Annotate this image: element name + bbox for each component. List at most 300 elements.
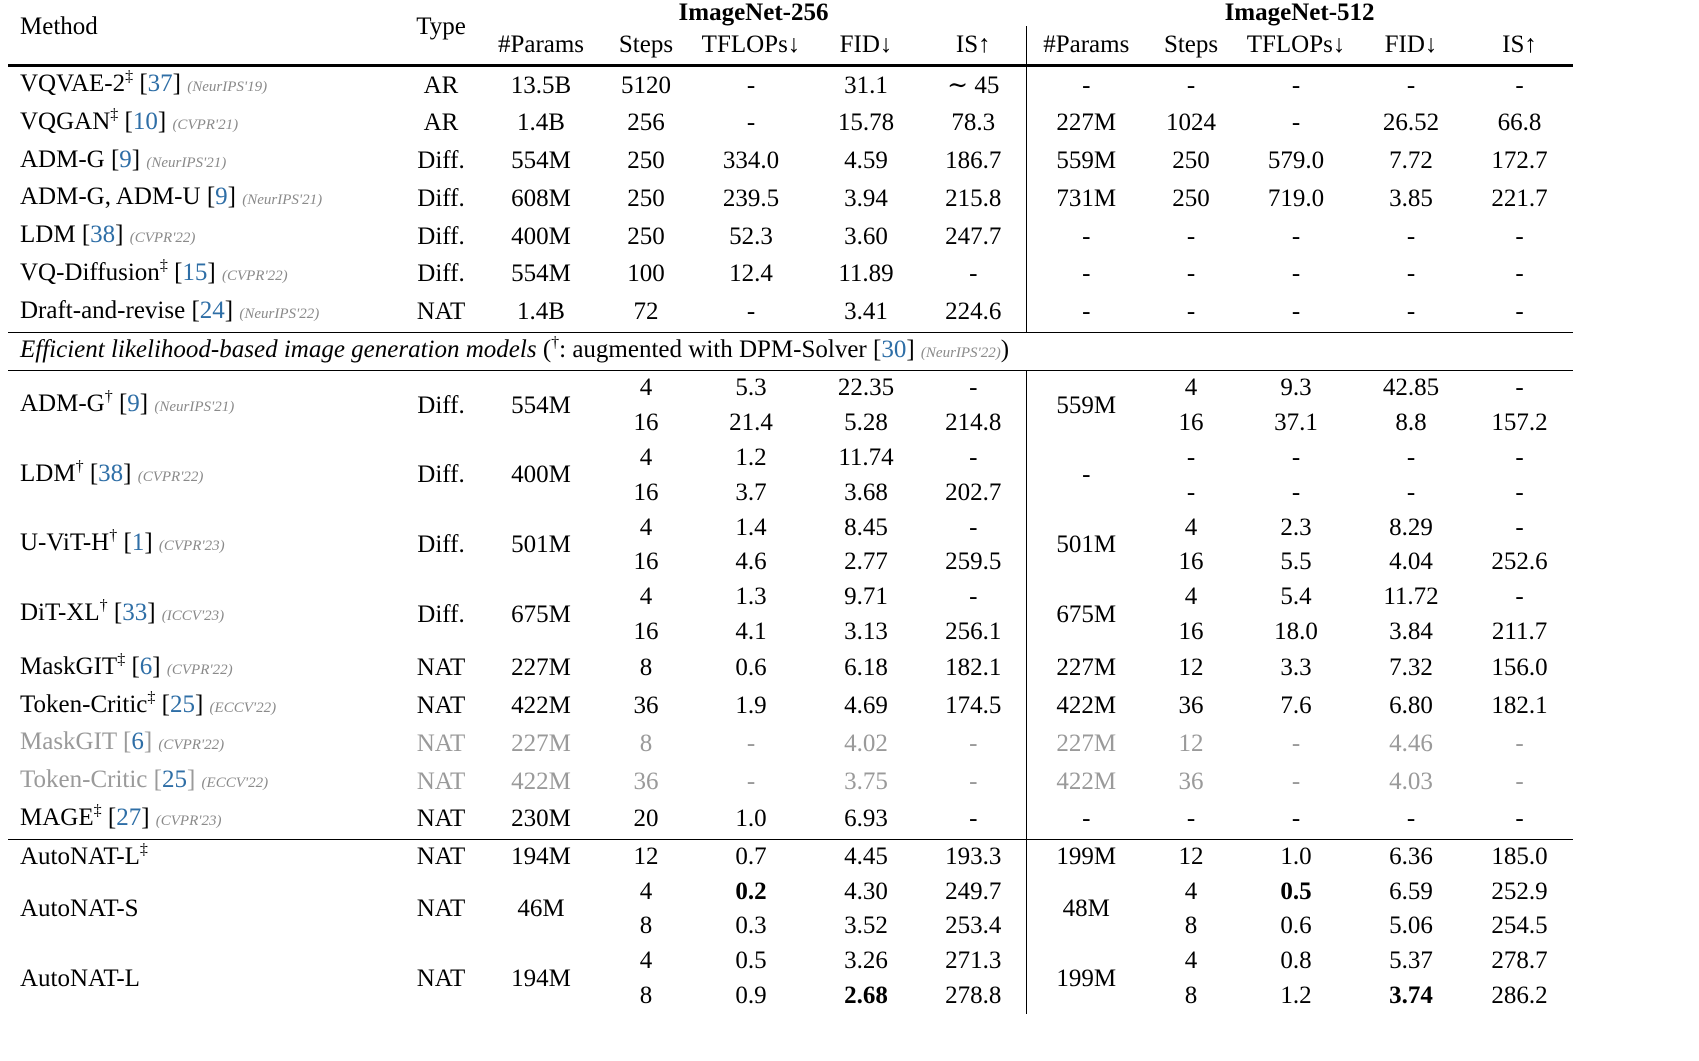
params-256-cell: 1.4B [481, 294, 601, 332]
is-256-cell: - [969, 729, 978, 757]
venue-label: (ECCV'22) [209, 699, 277, 716]
method-cell: MaskGIT [6] (CVPR'22) [20, 728, 225, 756]
fid-512-cell: 4.04 [1389, 548, 1433, 576]
method-name: LDM [20, 459, 76, 487]
method-cell [8, 875, 401, 945]
params-512-cell: 48M [1026, 875, 1146, 945]
params-256-cell: 227M [511, 729, 571, 757]
is-512-cell: 172.7 [1491, 147, 1548, 175]
params-256-cell: 194M [511, 964, 571, 992]
citation-link[interactable]: 38 [90, 221, 116, 249]
dagger-mark: † [551, 333, 560, 351]
citation-link[interactable]: 25 [161, 766, 187, 794]
fid-256-cell: 4.45 [844, 842, 888, 870]
fid-256-cell: 3.94 [844, 184, 888, 212]
caption-italic: Efficient likelihood-based image generation models [20, 335, 537, 363]
method-cell: DiT-XL† [33] (ICCV'23) [20, 597, 225, 627]
steps-512-cell: 8 [1184, 981, 1198, 1009]
params-512-cell: 227M [1026, 650, 1146, 688]
venue-label: (CVPR'21) [172, 116, 239, 133]
is-512-cell: 182.1 [1491, 692, 1548, 720]
fid-256-cell: 4.69 [844, 692, 888, 720]
tflops-512-cell: 719.0 [1267, 184, 1325, 212]
method-name: VQ-Diffusion [20, 258, 160, 286]
venue-label: (CVPR'22) [137, 468, 204, 485]
venue-label: (ICCV'23) [161, 608, 225, 625]
steps-256-cell: 4 [639, 443, 653, 471]
tflops-512-cell: 37.1 [1274, 409, 1318, 437]
table-row [8, 839, 1573, 874]
tflops-512-cell: 7.6 [1280, 692, 1312, 720]
is-512-cell: - [1515, 478, 1524, 506]
steps-512-cell: 36 [1178, 692, 1204, 720]
type-cell: Diff. [417, 184, 465, 212]
fid-256-cell: 15.78 [837, 109, 895, 137]
citation-link[interactable]: 15 [182, 258, 208, 286]
fid-512-cell: - [1406, 260, 1416, 288]
method-mark: ‡ [110, 105, 119, 123]
fid-256-cell: 5.28 [844, 409, 888, 437]
is-512-cell: - [1515, 374, 1524, 402]
method-cell [8, 944, 401, 1014]
method-mark: ‡ [159, 256, 168, 274]
steps-512-cell: - [1186, 478, 1196, 506]
type-cell: NAT [416, 767, 466, 795]
is-512-cell: 254.5 [1491, 912, 1548, 940]
type-cell: Diff. [417, 530, 465, 558]
is-512-cell: - [1515, 513, 1524, 541]
steps-256-cell: 16 [633, 409, 659, 437]
method-cell: LDM [38] (CVPR'22) [20, 221, 196, 249]
tflops-512-cell: - [1291, 478, 1301, 506]
header-imagenet-512: ImageNet-512 [1224, 0, 1375, 26]
method-cell: ADM-G [9] (NeurIPS'21) [20, 145, 227, 173]
fid-256-cell: 9.71 [844, 583, 888, 611]
header-tflops-256: TFLOPs↓ [691, 26, 811, 66]
steps-512-cell: 16 [1178, 617, 1204, 645]
citation-link[interactable]: 6 [131, 728, 144, 756]
is-512-cell: - [1515, 583, 1524, 611]
is-256-cell: - [921, 801, 1026, 839]
results-table [8, 0, 1573, 1014]
tflops-256-cell: 1.2 [735, 443, 767, 471]
fid-512-cell: - [1356, 294, 1466, 332]
venue-label: (NeurIPS'21) [146, 154, 227, 171]
fid-256-cell: 3.26 [844, 947, 888, 975]
tflops-512-cell: - [1291, 767, 1301, 795]
params-512-cell: - [1026, 66, 1146, 105]
steps-256-cell: 8 [639, 981, 653, 1009]
steps-256-cell: 250 [627, 184, 665, 212]
params-256-cell: 501M [511, 530, 571, 558]
header-row-groups [8, 0, 1573, 26]
is-256-cell: 249.7 [945, 877, 1002, 905]
params-256-cell: 400M [511, 222, 571, 250]
steps-512-cell: - [1146, 801, 1236, 839]
params-256-cell: 422M [511, 692, 571, 720]
venue-label: (CVPR'22) [158, 737, 225, 754]
tflops-512-cell: - [1291, 260, 1301, 288]
params-512-cell: 675M [1026, 580, 1146, 650]
tflops-256-cell: - [746, 767, 756, 795]
steps-512-cell: 8 [1184, 912, 1198, 940]
steps-512-cell: 250 [1172, 147, 1210, 175]
steps-256-cell: 8 [639, 654, 653, 682]
method-cell: ADM-G, ADM-U [9] (NeurIPS'21) [20, 183, 323, 211]
tflops-256-cell: 239.5 [722, 184, 780, 212]
is-256-cell: - [969, 443, 978, 471]
is-256-cell: 247.7 [945, 222, 1002, 250]
citation-link[interactable]: 37 [147, 70, 173, 97]
steps-512-cell: 4 [1184, 877, 1198, 905]
type-cell: NAT [416, 894, 466, 922]
steps-256-cell: 100 [627, 260, 665, 288]
params-256-cell: 608M [511, 184, 571, 212]
citation-link[interactable]: 33 [122, 599, 148, 627]
method-name: ADM-G, ADM-U [20, 183, 201, 211]
method-cell [8, 839, 401, 874]
fid-256-cell: 3.52 [844, 912, 888, 940]
tflops-256-cell: 52.3 [729, 222, 773, 250]
is-256-cell: - [969, 374, 978, 402]
steps-512-cell: 4 [1184, 583, 1198, 611]
tflops-512-cell: - [1236, 801, 1356, 839]
steps-256-cell: 12 [633, 842, 659, 870]
citation-link[interactable]: 10 [132, 107, 158, 135]
type-cell: AR [423, 71, 459, 99]
type-cell: Diff. [417, 391, 465, 419]
header-type: Type [401, 0, 481, 66]
tflops-256-cell: 0.2 [735, 877, 767, 905]
is-512-cell: 211.7 [1491, 617, 1548, 645]
method-name: MaskGIT [20, 728, 117, 756]
method-name: AutoNAT-L [20, 964, 140, 992]
steps-256-cell: 4 [639, 583, 653, 611]
params-512-cell: 422M [1026, 763, 1146, 801]
params-256-cell: 422M [511, 767, 571, 795]
fid-256-cell: 31.1 [844, 71, 888, 99]
steps-256-cell: 36 [633, 692, 659, 720]
is-512-cell: - [1515, 443, 1524, 471]
tflops-256-cell: 0.9 [735, 981, 767, 1009]
tflops-512-cell: 0.8 [1280, 947, 1312, 975]
header-fid-512: FID↓ [1356, 26, 1466, 66]
fid-512-cell: - [1406, 71, 1416, 99]
tflops-256-cell: - [691, 294, 811, 332]
type-cell: NAT [416, 692, 466, 720]
tflops-512-cell: - [1291, 222, 1301, 250]
steps-256-cell: 4 [639, 513, 653, 541]
method-cell: LDM† [38] (CVPR'22) [20, 457, 204, 487]
header-fid-256: FID↓ [811, 26, 921, 66]
fid-256-cell: 11.74 [838, 443, 894, 471]
fid-512-cell: 3.85 [1389, 184, 1433, 212]
tflops-256-cell: 1.0 [691, 801, 811, 839]
tflops-512-cell: 5.5 [1280, 548, 1312, 576]
method-mark: ‡ [147, 688, 156, 706]
is-512-cell: - [1515, 222, 1524, 250]
is-256-cell: 78.3 [951, 109, 996, 137]
steps-512-cell: - [1186, 260, 1196, 288]
method-cell: U-ViT-H† [1] (CVPR'23) [20, 527, 225, 557]
method-name: AutoNAT-S [20, 894, 139, 922]
tflops-512-cell: 18.0 [1274, 617, 1318, 645]
fid-512-cell: 11.72 [1383, 583, 1439, 611]
header-is-512: IS↑ [1466, 26, 1573, 66]
fid-512-cell: 5.06 [1389, 912, 1433, 940]
tflops-256-cell: 0.7 [735, 842, 767, 870]
tflops-512-cell: - [1291, 71, 1301, 99]
venue-label: (CVPR'22) [221, 267, 288, 284]
steps-512-cell: 36 [1178, 767, 1204, 795]
section-caption-row [8, 332, 1573, 371]
venue-label: (CVPR'22) [129, 230, 196, 247]
fid-512-cell: 4.46 [1389, 729, 1433, 757]
fid-512-cell: 4.03 [1389, 767, 1433, 795]
citation-link[interactable]: 24 [199, 296, 225, 324]
method-name: VQGAN [20, 107, 111, 135]
caption-close: ) [1000, 335, 1010, 363]
steps-512-cell: 12 [1178, 842, 1204, 870]
steps-256-cell: 4 [639, 947, 653, 975]
tflops-256-cell: 4.6 [735, 548, 767, 576]
venue-label: (NeurIPS'22) [920, 344, 1001, 361]
params-256-cell: 227M [511, 654, 571, 682]
type-cell: NAT [416, 842, 466, 870]
is-256-cell: 271.3 [945, 947, 1002, 975]
citation-link[interactable]: 30 [881, 335, 907, 363]
params-256-cell: 554M [511, 147, 571, 175]
method-mark: † [104, 388, 113, 406]
tflops-256-cell: - [746, 71, 756, 99]
fid-512-cell: 5.37 [1389, 947, 1433, 975]
method-mark: ‡ [93, 801, 102, 819]
params-256-cell: 194M [511, 842, 571, 870]
type-cell: NAT [416, 729, 466, 757]
type-cell: AR [423, 109, 459, 137]
type-cell: Diff. [417, 600, 465, 628]
table-row [8, 105, 1573, 143]
fid-256-cell: 2.77 [844, 548, 888, 576]
table-row [8, 180, 1573, 218]
is-512-cell: - [1515, 71, 1524, 99]
citation-link[interactable]: 1 [131, 529, 145, 557]
fid-512-cell: 6.80 [1389, 692, 1433, 720]
header-method: Method [8, 0, 401, 66]
fid-256-cell: 8.45 [844, 513, 888, 541]
is-512-cell: - [1515, 260, 1524, 288]
is-256-cell: 278.8 [945, 981, 1002, 1009]
tflops-512-cell: 5.4 [1280, 583, 1312, 611]
header-tflops-512: TFLOPs↓ [1236, 26, 1356, 66]
params-512-cell: 731M [1026, 180, 1146, 218]
method-name: MaskGIT [20, 652, 118, 680]
header-steps-256: Steps [601, 26, 691, 66]
tflops-256-cell: 0.5 [735, 947, 767, 975]
table-row [8, 294, 1573, 332]
fid-256-cell: 4.30 [844, 877, 888, 905]
method-mark: † [75, 457, 84, 475]
method-mark: ‡ [139, 840, 148, 858]
params-512-cell: 501M [1026, 511, 1146, 581]
steps-256-cell: 250 [627, 222, 665, 250]
method-name: MAGE [20, 803, 94, 831]
fid-256-cell: 3.75 [844, 767, 888, 795]
fid-512-cell: 26.52 [1382, 109, 1440, 137]
fid-512-cell: 3.84 [1389, 617, 1433, 645]
tflops-512-cell: 579.0 [1267, 147, 1325, 175]
tflops-256-cell: 21.4 [729, 409, 773, 437]
tflops-512-cell: - [1236, 294, 1356, 332]
fid-512-cell: - [1406, 443, 1416, 471]
tflops-512-cell: 0.6 [1280, 912, 1312, 940]
steps-256-cell: 16 [633, 478, 659, 506]
method-cell: VQGAN‡ [10] (CVPR'21) [20, 105, 239, 135]
fid-256-cell: 4.59 [844, 147, 888, 175]
fid-512-cell: 6.36 [1389, 842, 1433, 870]
params-512-cell: 559M [1026, 371, 1146, 441]
tflops-256-cell: 5.3 [735, 374, 767, 402]
method-cell: ADM-G† [9] (NeurIPS'21) [20, 388, 235, 418]
citation-link[interactable]: 38 [98, 459, 124, 487]
venue-label: (CVPR'23) [155, 812, 222, 829]
method-mark: † [109, 527, 118, 545]
tflops-512-cell: - [1291, 729, 1301, 757]
steps-256-cell: 250 [627, 147, 665, 175]
is-512-cell: 252.9 [1491, 877, 1548, 905]
method-mark: † [99, 597, 108, 615]
steps-512-cell: - [1186, 222, 1196, 250]
tflops-256-cell: 3.7 [735, 478, 767, 506]
citation-link[interactable]: 25 [169, 690, 195, 718]
is-512-cell: - [1515, 729, 1524, 757]
steps-512-cell: 16 [1178, 548, 1204, 576]
tflops-256-cell: 1.9 [735, 692, 767, 720]
tflops-512-cell: 1.0 [1280, 842, 1312, 870]
is-256-cell: 214.8 [945, 409, 1002, 437]
citation-link[interactable]: 27 [116, 803, 142, 831]
header-params-256: #Params [481, 26, 601, 66]
fid-512-cell: - [1406, 222, 1416, 250]
is-512-cell: - [1466, 294, 1573, 332]
type-cell: Diff. [417, 260, 465, 288]
params-256-cell: 13.5B [510, 71, 572, 99]
table-row [8, 580, 1573, 615]
is-256-cell: - [969, 767, 978, 795]
fid-512-cell: 8.8 [1395, 409, 1427, 437]
tflops-512-cell: - [1291, 443, 1301, 471]
citation-link[interactable]: 6 [139, 652, 153, 680]
is-256-cell: - [969, 260, 978, 288]
method-cell: MAGE‡ [27] (CVPR'23) [8, 801, 401, 839]
table-row [8, 218, 1573, 256]
params-256-cell: 1.4B [517, 109, 565, 137]
fid-256-cell: 22.35 [837, 374, 895, 402]
table-row [8, 944, 1573, 979]
type-cell: Diff. [417, 461, 465, 489]
venue-label: (CVPR'23) [158, 538, 225, 555]
citation-link[interactable]: 9 [127, 390, 140, 418]
is-256-cell: - [969, 583, 978, 611]
method-name: VQVAE-2 [20, 70, 126, 97]
steps-512-cell: - [1186, 71, 1196, 99]
header-steps-512: Steps [1146, 26, 1236, 66]
method-name: Token-Critic [20, 766, 148, 794]
table-row-grey [8, 763, 1573, 801]
is-512-cell: 185.0 [1491, 842, 1548, 870]
steps-512-cell: 4 [1184, 513, 1198, 541]
is-256-cell: 202.7 [945, 478, 1002, 506]
fid-256-cell: 3.41 [811, 294, 921, 332]
steps-256-cell: 36 [633, 767, 659, 795]
header-is-256: IS↑ [921, 26, 1026, 66]
params-256-cell: 554M [511, 260, 571, 288]
tflops-512-cell: 0.5 [1280, 877, 1312, 905]
params-256-cell: 400M [511, 461, 571, 489]
is-512-cell: 221.7 [1491, 184, 1548, 212]
steps-256-cell: 16 [633, 548, 659, 576]
fid-512-cell: 6.59 [1389, 877, 1433, 905]
steps-512-cell: 1024 [1166, 109, 1217, 137]
steps-256-cell: 4 [639, 374, 653, 402]
venue-label: (NeurIPS'21) [242, 192, 323, 209]
type-cell: Diff. [417, 147, 465, 175]
method-name: DiT-XL [20, 599, 100, 627]
params-256-cell: 554M [511, 391, 571, 419]
citation-link[interactable]: 9 [215, 183, 228, 211]
params-256-cell: 46M [517, 894, 565, 922]
tflops-256-cell: 0.6 [735, 654, 767, 682]
tflops-256-cell: 1.3 [735, 583, 767, 611]
tflops-256-cell: 1.4 [735, 513, 767, 541]
header-imagenet-256: ImageNet-256 [678, 0, 829, 26]
fid-512-cell: 7.32 [1389, 654, 1433, 682]
type-cell: NAT [416, 964, 466, 992]
is-256-cell: 256.1 [945, 617, 1002, 645]
type-cell: NAT [416, 654, 466, 682]
method-cell: VQ-Diffusion‡ [15] (CVPR'22) [20, 256, 288, 286]
is-512-cell: 157.2 [1491, 409, 1548, 437]
params-256-cell: 230M [481, 801, 601, 839]
params-512-cell: 227M [1026, 725, 1146, 763]
table-row [8, 801, 1573, 839]
table-row [8, 688, 1573, 726]
is-256-cell: 253.4 [945, 912, 1002, 940]
table-row-grey [8, 725, 1573, 763]
fid-512-cell: - [1356, 801, 1466, 839]
is-512-cell: - [1515, 767, 1524, 795]
is-256-cell: ∼ 45 [947, 71, 1000, 99]
caption-open: ( [536, 335, 552, 363]
is-256-cell: 215.8 [945, 184, 1002, 212]
steps-256-cell: 20 [601, 801, 691, 839]
tflops-512-cell: - [1291, 109, 1301, 137]
steps-256-cell: 256 [627, 109, 665, 137]
method-name: Draft-and-revise [20, 296, 186, 324]
venue-label: (NeurIPS'19) [187, 79, 268, 95]
fid-512-cell: 3.74 [1389, 981, 1433, 1009]
method-cell: Token-Critic [25] (ECCV'22) [20, 766, 269, 794]
params-512-cell: - [1026, 294, 1146, 332]
fid-512-cell: 7.72 [1389, 147, 1433, 175]
caption-text: : augmented with DPM-Solver [ [559, 335, 882, 363]
table-row [8, 256, 1573, 294]
steps-512-cell: 12 [1178, 654, 1204, 682]
steps-512-cell: 4 [1184, 947, 1198, 975]
fid-256-cell: 11.89 [838, 260, 894, 288]
venue-label: (NeurIPS'22) [239, 305, 320, 322]
citation-link[interactable]: 9 [119, 145, 132, 173]
